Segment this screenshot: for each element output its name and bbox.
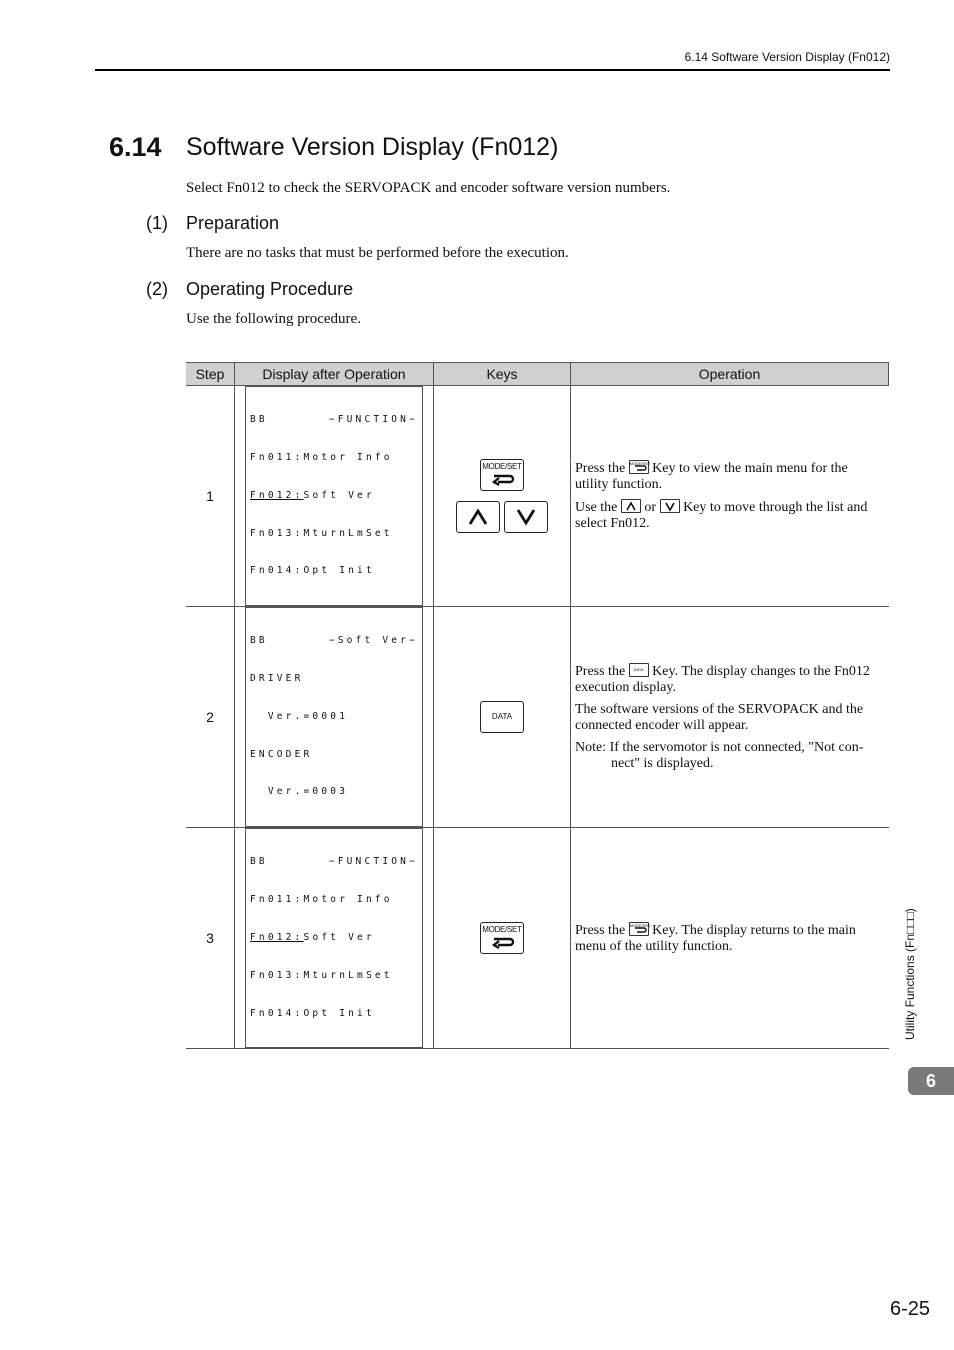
mode-set-key[interactable] <box>480 922 524 954</box>
running-head: 6.14 Software Version Display (Fn012) <box>684 50 890 64</box>
keys-cell <box>434 607 571 828</box>
lcd-display <box>245 386 423 606</box>
lcd-text: Soft Ver <box>303 931 375 943</box>
op-text: Key. The display returns to the main menu of the utility function. <box>575 922 856 954</box>
table-header-row <box>186 363 889 386</box>
op-text: Key. The display changes to the Fn012 execution display. <box>575 663 870 695</box>
lcd-line: Fn014:Opt Init <box>250 1007 375 1019</box>
proc-number: (2) <box>146 279 168 299</box>
header-rule <box>95 69 890 71</box>
lcd-mode: −FUNCTION− <box>328 856 418 868</box>
op-text: Key to move through the list and select Fn012. <box>575 500 868 532</box>
up-arrow-icon <box>467 507 489 527</box>
display-cell <box>235 607 434 828</box>
lcd-line-selected <box>250 490 418 503</box>
lcd-cursor: Fn012: <box>250 489 304 501</box>
lcd-status: BB <box>250 635 268 647</box>
inline-down-arrow-icon <box>660 499 680 513</box>
chapter-tab: 6 <box>908 1067 954 1095</box>
inline-mode-set-key-icon <box>629 922 649 936</box>
header-display: Display after Operation <box>235 363 434 386</box>
header-step: Step <box>186 363 235 386</box>
keys-cell <box>434 828 571 1049</box>
lcd-line: Fn013:MturnLmSet <box>250 527 393 539</box>
inline-up-arrow-icon <box>621 499 641 513</box>
table-row <box>186 828 889 1049</box>
op-text: The software versions of the SERVOPACK and the connected encoder will appear. <box>575 701 864 733</box>
step-number: 2 <box>186 607 235 828</box>
op-text: Press the <box>575 663 629 679</box>
table-row <box>186 607 889 828</box>
prep-number: (1) <box>146 213 168 233</box>
lcd-mode: −FUNCTION− <box>328 414 418 426</box>
procedure-table <box>186 362 889 1049</box>
header-operation: Operation <box>571 363 889 386</box>
lcd-mode: −Soft Ver− <box>328 635 418 647</box>
operation-cell <box>571 607 889 828</box>
lcd-status: BB <box>250 856 268 868</box>
mode-set-key[interactable] <box>480 459 524 491</box>
op-text: Key to view the main menu for the utility function. <box>575 461 848 493</box>
data-key[interactable] <box>480 701 524 733</box>
table-row <box>186 386 889 607</box>
step-number: 1 <box>186 386 235 607</box>
down-arrow-icon <box>515 507 537 527</box>
op-text: Press the <box>575 461 629 477</box>
section-title: Software Version Display (Fn012) <box>186 133 559 161</box>
display-cell <box>235 386 434 607</box>
operation-cell <box>571 386 889 607</box>
proc-title: Operating Procedure <box>186 279 354 299</box>
lcd-line: Fn013:MturnLmSet <box>250 969 393 981</box>
down-key[interactable] <box>504 501 548 533</box>
lcd-cursor: Fn012: <box>250 931 304 943</box>
prep-title: Preparation <box>186 213 280 233</box>
lcd-display <box>245 828 423 1048</box>
op-text: Use the <box>575 500 621 516</box>
step-number: 3 <box>186 828 235 1049</box>
lcd-line: Fn011:Motor Info <box>250 451 393 463</box>
lcd-status: BB <box>250 414 268 426</box>
section-intro: Select Fn012 to check the SERVOPACK and encoder software version numbers. <box>186 180 671 196</box>
display-cell <box>235 828 434 1049</box>
op-text: or <box>640 500 660 516</box>
keys-cell <box>434 386 571 607</box>
header-keys: Keys <box>434 363 571 386</box>
lcd-text: Soft Ver <box>303 489 375 501</box>
up-key[interactable] <box>456 501 500 533</box>
section-number: 6.14 <box>109 132 162 162</box>
inline-data-key-icon <box>629 663 649 677</box>
lcd-line: Fn011:Motor Info <box>250 894 393 906</box>
inline-key-label: MODE/SET <box>629 922 651 928</box>
mode-set-key-icon <box>490 935 516 949</box>
prep-text: There are no tasks that must be performed before the execution. <box>186 245 569 261</box>
lcd-line-selected <box>250 932 418 945</box>
op-note: Note: If the servomotor is not connected, "Not con-nect" is displayed. <box>575 739 864 771</box>
page-number: 6-25 <box>889 1298 930 1320</box>
lcd-display <box>245 607 423 827</box>
proc-text: Use the following procedure. <box>186 311 361 327</box>
mode-set-key-icon <box>490 472 516 486</box>
op-text: Press the <box>575 922 629 938</box>
mode-set-key-label: MODE/SET <box>482 462 522 472</box>
lcd-line: Fn014:Opt Init <box>250 565 375 577</box>
data-key-icon: DATA <box>491 712 513 722</box>
lcd-line: DRIVER <box>250 673 304 685</box>
lcd-line: ENCODER <box>250 748 313 760</box>
operation-cell <box>571 828 889 1049</box>
inline-key-label: MODE/SET <box>629 461 651 467</box>
inline-key-label: DATA <box>633 666 644 672</box>
lcd-line: Ver.=0001 <box>250 710 349 722</box>
lcd-line: Ver.=0003 <box>250 786 349 798</box>
mode-set-key-label: MODE/SET <box>482 925 522 935</box>
side-chapter-label: Utility Functions (Fn□□□) <box>903 908 917 1040</box>
inline-mode-set-key-icon <box>629 460 649 474</box>
